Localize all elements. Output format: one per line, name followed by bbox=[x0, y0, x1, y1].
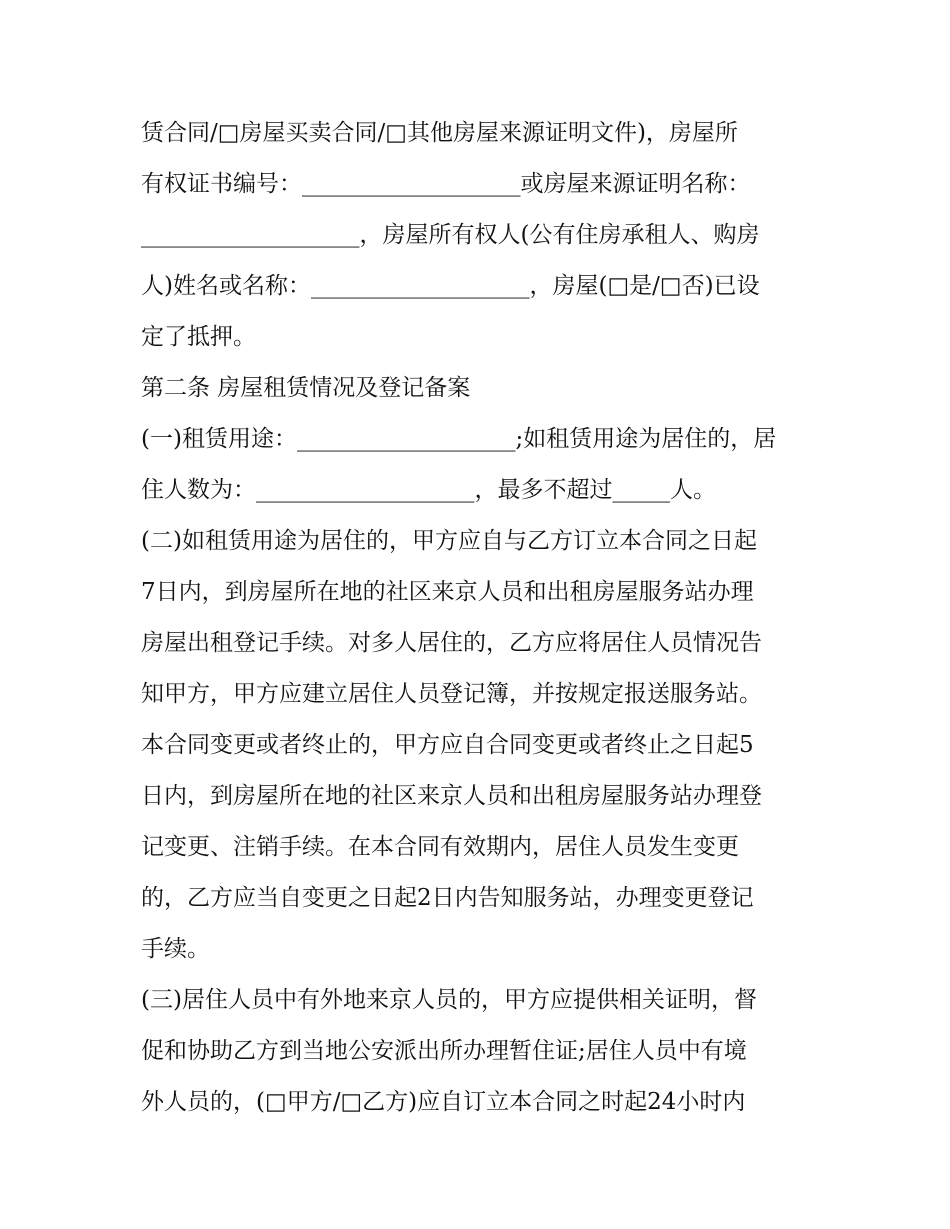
text-line: 日内，到房屋所在地的社区来京人员和出租房屋服务站办理登 bbox=[141, 783, 762, 809]
document-page bbox=[141, 108, 821, 1128]
text-line: 房屋出租登记手续。对多人居住的，乙方应将居住人员情况告 bbox=[141, 630, 762, 656]
text-line: (二)如租赁用途为居住的，甲方应自与乙方订立本合同之日起 bbox=[141, 528, 757, 554]
text-line: 促和协助乙方到当地公安派出所办理暂住证;居住人员中有境 bbox=[141, 1038, 747, 1064]
text-line: 的，乙方应当自变更之日起2日内告知服务站，办理变更登记 bbox=[141, 885, 754, 911]
text-line: 知甲方，甲方应建立居住人员登记簿，并按规定报送服务站。 bbox=[141, 681, 762, 707]
text-line: 7日内，到房屋所在地的社区来京人员和出租房屋服务站办理 bbox=[141, 579, 754, 605]
section-heading: 第二条 房屋租赁情况及登记备案 bbox=[141, 375, 471, 401]
text-line: 定了抵押。 bbox=[141, 324, 256, 350]
text-line: 外人员的，(□甲方/□乙方)应自订立本合同之时起24小时内 bbox=[141, 1089, 746, 1115]
text-line: 本合同变更或者终止的，甲方应自合同变更或者终止之日起5 bbox=[141, 732, 754, 758]
text-line: 赁合同/□房屋买卖合同/□其他房屋来源证明文件)，房屋所 bbox=[141, 120, 738, 146]
text-line: (三)居住人员中有外地来京人员的，甲方应提供相关证明，督 bbox=[141, 987, 757, 1013]
text-line: ___________________，房屋所有权人(公有住房承租人、购房 bbox=[141, 222, 760, 248]
text-line: 住人数为：___________________，最多不超过_____人。 bbox=[141, 477, 716, 503]
text-line: 手续。 bbox=[141, 936, 210, 962]
text-line: 有权证书编号：___________________或房屋来源证明名称： bbox=[141, 171, 751, 197]
text-line: 记变更、注销手续。在本合同有效期内，居住人员发生变更 bbox=[141, 834, 739, 860]
text-line: 人)姓名或名称：___________________，房屋(□是/□否)已设 bbox=[141, 273, 760, 299]
text-line: (一)租赁用途：___________________;如租赁用途为居住的，居 bbox=[141, 426, 777, 452]
